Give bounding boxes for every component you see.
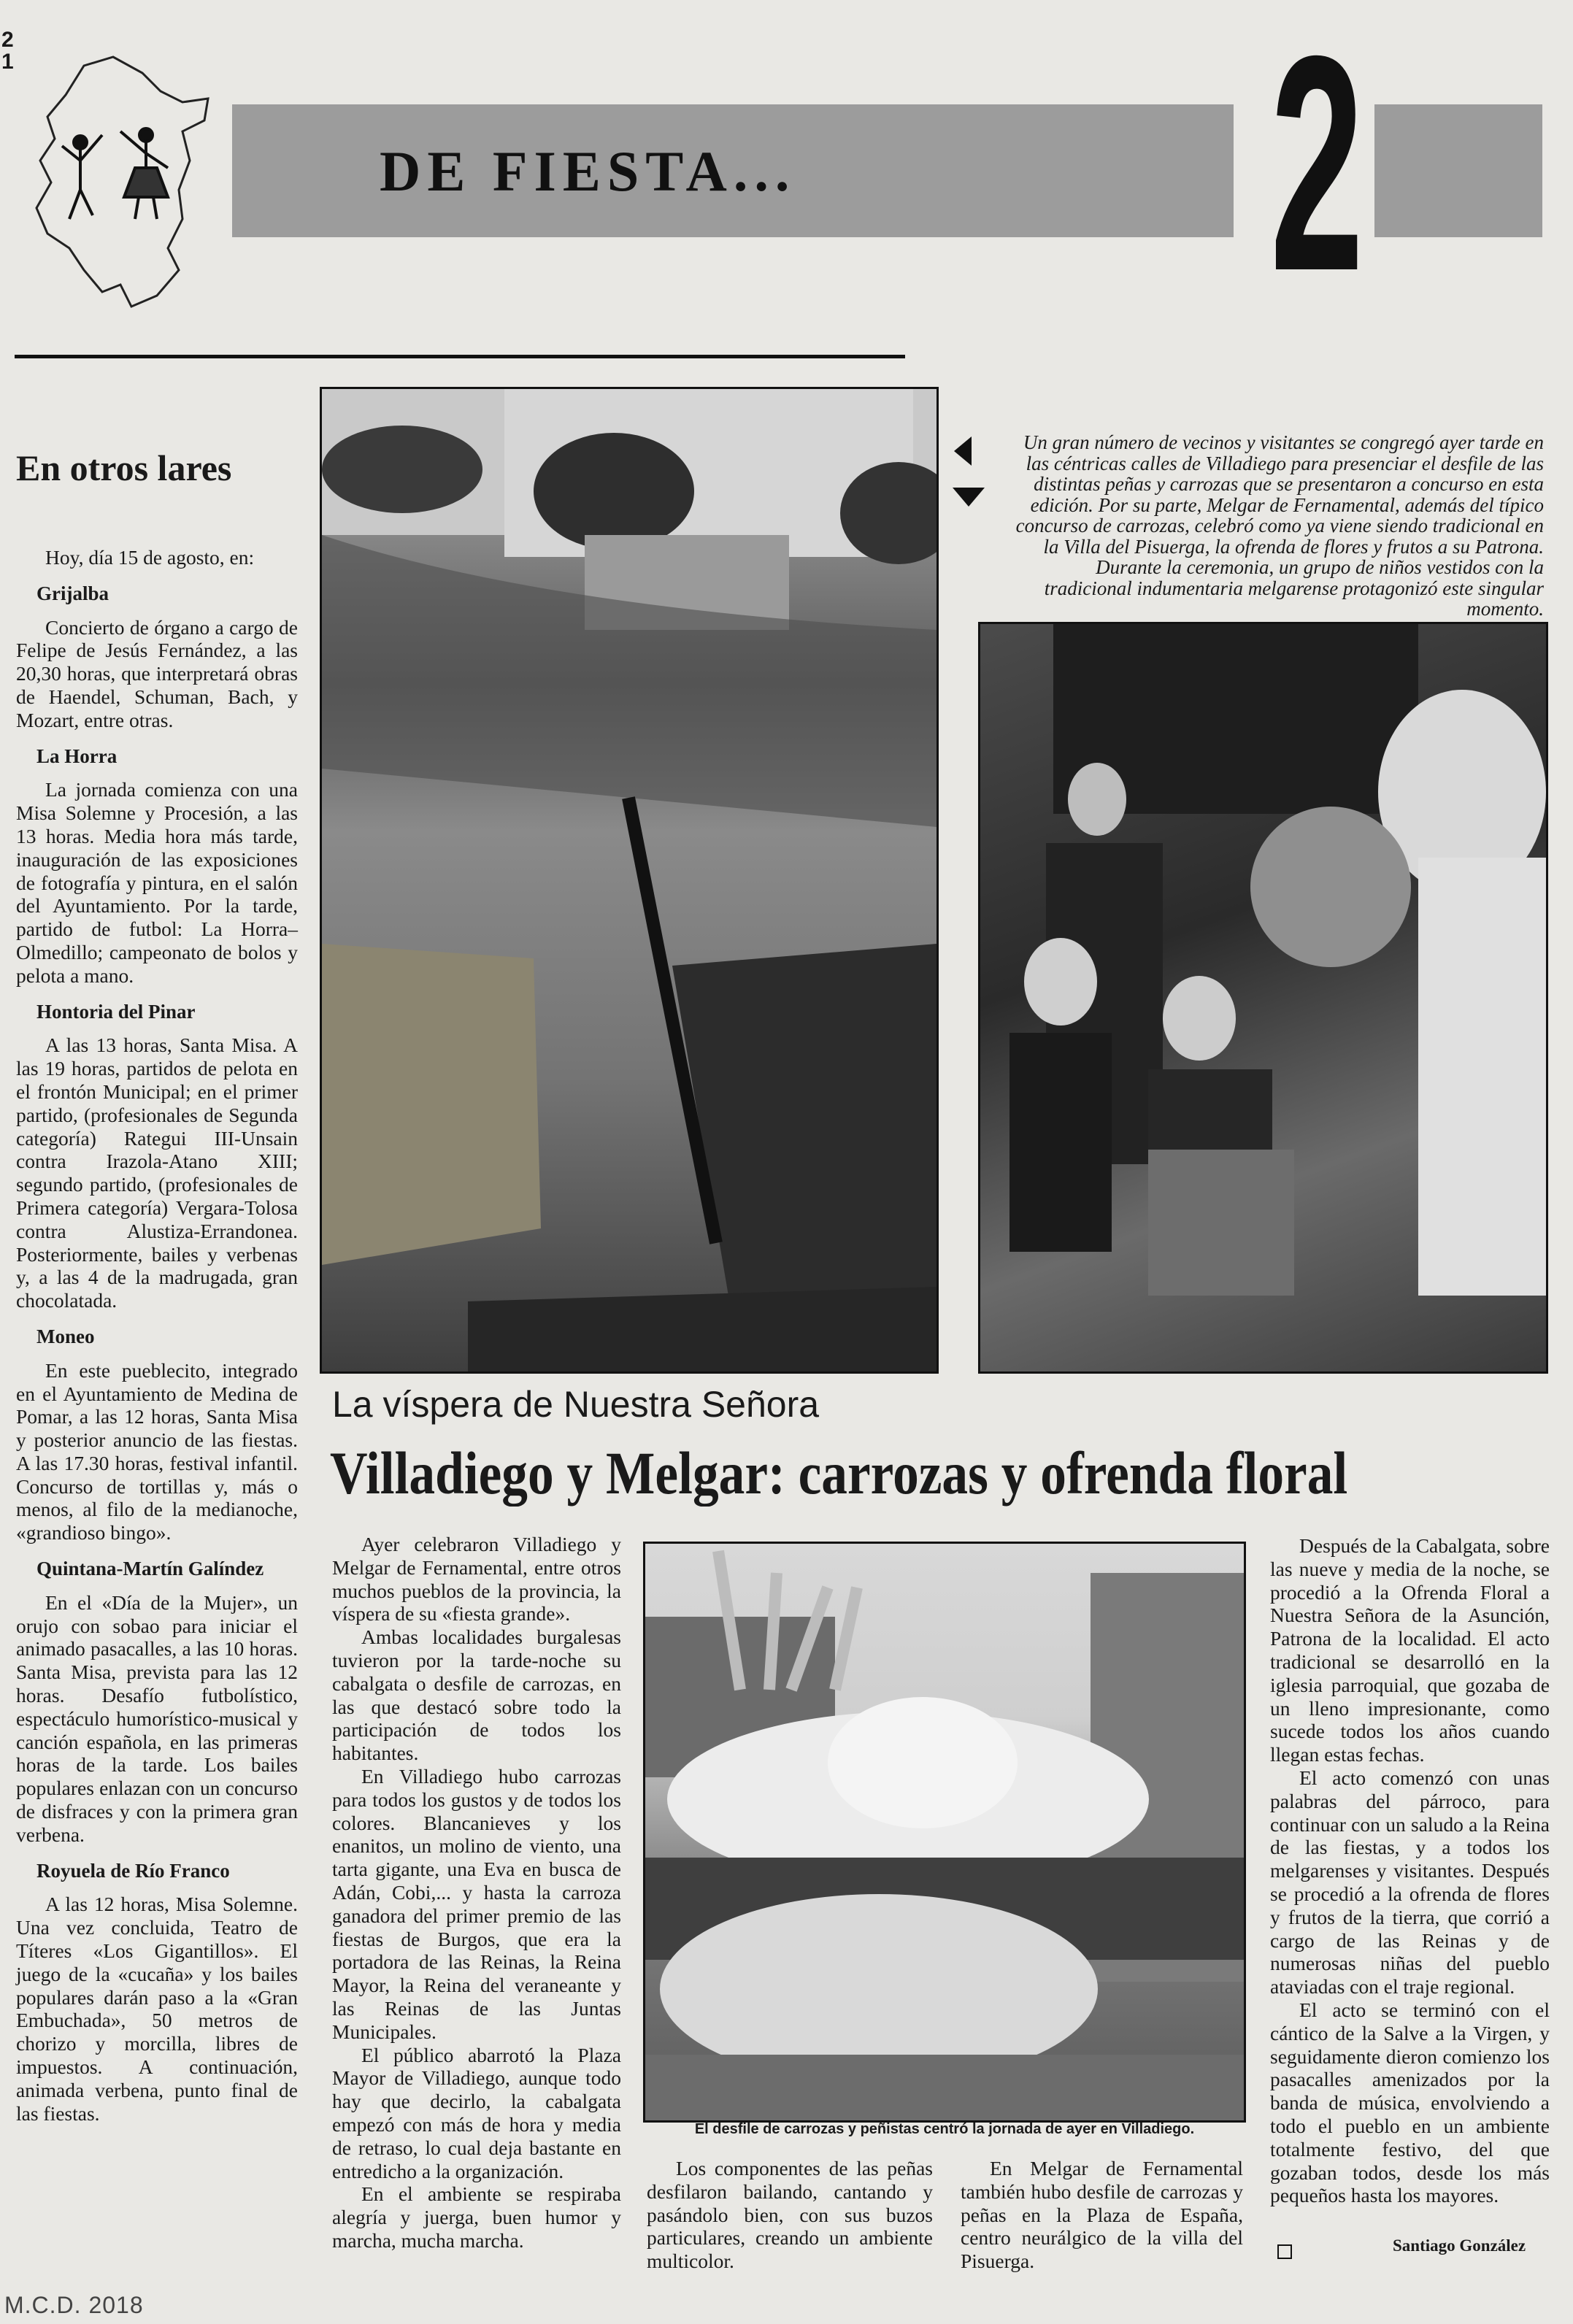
footer-mark: M.C.D. 2018 <box>4 2292 144 2318</box>
arrow-left-icon <box>954 436 972 466</box>
article-paragraph: Después de la Cabalgata, sobre las nueve y media de la noche, se procedió a la Ofrenda Floral a Nuestra Señora de la Asunción, Patrona de la localidad. El acto tradicional se desarrolló en la iglesia parroquial, que gozaba de un lleno impresionante, como sucede todos los años cuando llegan estas fechas. <box>1270 1534 1550 1766</box>
article-kicker: La víspera de Nuestra Señora <box>332 1384 820 1425</box>
arrow-down-icon <box>953 488 985 507</box>
section-title: DE FIESTA... <box>380 139 796 203</box>
float-photo <box>643 1542 1246 2123</box>
town-text: En este pueblecito, integrado en el Ayuntamiento de Medina de Pomar, a las 12 horas, Santa Misa y posterior anuncio de las fiestas. A las 17.30 horas, festival infantil. Concurso de tortillas y, más o menos, al filo de la medianoche, «grandioso bingo». <box>16 1358 298 1544</box>
end-mark-icon <box>1277 2244 1292 2259</box>
town-text: A las 12 horas, Misa Solemne. Una vez concluida, Teatro de Títeres «Los Gigantillos». El juego de la «cucaña» y los bailes populares darán paso a la «Gran Embuchada», 50 metros de chorizo y morcilla, libres de impuestos. A continuación, animada verbena, punto final de las fiestas. <box>16 1893 298 2125</box>
town-name: Royuela de Río Franco <box>36 1859 230 1882</box>
article-paragraph: El público abarrotó la Plaza Mayor de Villadiego, aunque todo hay que decirlo, la cabalgata empezó con más de hora y media de retraso, lo cual deja bastante en entredicho a la organización. <box>332 2043 621 2182</box>
sidebar-intro: Hoy, día 15 de agosto, en: <box>45 546 255 569</box>
parade-photo <box>320 387 939 1374</box>
page-number: 2 <box>1270 0 1364 335</box>
article-column-4 <box>1270 1534 1550 2207</box>
article-paragraph: El acto se terminó con el cántico de la Salve a la Virgen, y seguidamente dieron comienzo los pasacalles amenizados por la banda de música, envolviendo a todo el pueblo en un ambiente totalmente festivo, del que gozaban todos, desde los más pequeños hasta los mayores. <box>1270 1998 1550 2207</box>
article-paragraph: En Villadiego hubo carrozas para todos los gustos y de todos los colores. Blancanieves y los enanitos, un molino de viento, una tarta gigante, una Eva en busca de Adán, Cobi,... y hasta la carroza ganadora del primer premio de las fiestas de Burgos, que era la portadora de las Reinas, la Reina Mayor, la Reina del veraneante y las Reinas de las Juntas Municipales. <box>332 1764 621 2043</box>
dancer-figure-icon <box>62 135 102 219</box>
article-column-1 <box>332 1533 621 2252</box>
article-column-2 <box>647 2157 933 2273</box>
byline: Santiago González <box>1393 2236 1526 2255</box>
town-text: A las 13 horas, Santa Misa. A las 19 horas, partidos de pelota en el frontón Municipal; en el primer partido, (profesionales de Segunda categoría) Rategui III-Unsain contra Irazola-Atano XIII; segundo partido, (profesionales de Primera categoría) Vergara-Tolosa contra Alustiza-Errandonea. Posteriormente, bailes y verbenas y, a las 4 de la madrugada, gran chocolatada. <box>16 1034 298 1312</box>
page-corner-mark: 2 1 <box>1 28 14 74</box>
photo-caption-bottom: El desfile de carrozas y peñistas centró la jornada de ayer en Villadiego. <box>694 2121 1195 2137</box>
town-text: En el «Día de la Mujer», un orujo con sobao para iniciar el animado pasacalles, a las 10 horas. Santa Misa, prevista para las 12 horas. Desafío futbolístico, espectáculo humorístico-musical y canción española, en las primeras horas de la tarde. Los bailes populares enlazan con un concurso de disfraces y con la primera gran verbena. <box>16 1590 298 1846</box>
article-paragraph: El acto comenzó con unas palabras del párroco, para continuar con un saludo a la Reina de las fiestas, y a todos los melgarenses y visitantes. Después se procedió a la ofrenda de flores y frutos de la tierra, que corrió a cargo de las Reinas y de numerosas niñas del pueblo ataviadas con el traje regional. <box>1270 1766 1550 1998</box>
article-paragraph: En el ambiente se respiraba alegría y juerga, buen humor y marcha, mucha marcha. <box>332 2182 621 2252</box>
sidebar-column <box>16 546 298 2125</box>
town-name: Grijalba <box>36 582 109 604</box>
sidebar-title: En otros lares <box>16 447 232 488</box>
article-paragraph: En Melgar de Fernamental también hubo desfile de carrozas y peñas en la Plaza de España, centro neurálgico de la villa del Pisuerga. <box>961 2157 1243 2273</box>
section-header-band-right <box>1374 104 1542 237</box>
article-paragraph: Los componentes de las peñas desfilaron bailando, cantando y pasándolo bien, con sus buzos particulares, creando un ambiente multicolor. <box>647 2157 933 2273</box>
header-rule <box>15 355 905 358</box>
photo-caption-right: Un gran número de vecinos y visitantes se congregó ayer tarde en las céntricas calles de Villadiego para presenciar el desfile de las distintas peñas y carrozas que se presentaron a concurso en esta edición. Por su parte, Melgar de Fernamental, además del típico concurso de carrozas, celebró como ya viene siendo tradicional en la Villa del Pisuerga, la ofrenda de flores y frutos a su Patrona. Durante la ceremonia, un grupo de niños vestidos con la tradicional indumentaria melgarense protagonizó este singular momento. <box>1015 431 1544 620</box>
article-paragraph: Ayer celebraron Villadiego y Melgar de Fernamental, entre otros muchos pueblos de la provincia, la víspera de su «fiesta grande». <box>332 1533 621 1625</box>
article-headline: Villadiego y Melgar: carrozas y ofrenda floral <box>330 1439 1348 1507</box>
article-column-3 <box>961 2157 1243 2273</box>
article-paragraph: Ambas localidades burgalesas tuvieron por la tarde-noche su cabalgata o desfile de carrozas, en las que destacó sobre todo la participación de todos los habitantes. <box>332 1625 621 1765</box>
town-name: La Horra <box>36 744 118 767</box>
region-map-logo <box>33 51 215 314</box>
town-text: La jornada comienza con una Misa Solemne y Procesión, a las 13 horas. Media hora más tarde, inauguración de las exposiciones de fotografía y pintura, en el salón del Ayuntamiento. Por la tarde, partido de futbol: La Horra–Olmedillo; campeonato de bolos y pelota a mano. <box>16 778 298 987</box>
town-name: Hontoria del Pinar <box>36 1000 196 1023</box>
town-text: Concierto de órgano a cargo de Felipe de Jesús Fernández, a las 20,30 horas, que interpretará obras de Haendel, Schuman, Bach, y Mozart, entre otras. <box>16 615 298 731</box>
town-name: Quintana-Martín Galíndez <box>36 1558 264 1580</box>
dancer-figure-icon <box>120 128 168 219</box>
town-name: Moneo <box>36 1325 95 1347</box>
offering-photo <box>978 622 1548 1374</box>
